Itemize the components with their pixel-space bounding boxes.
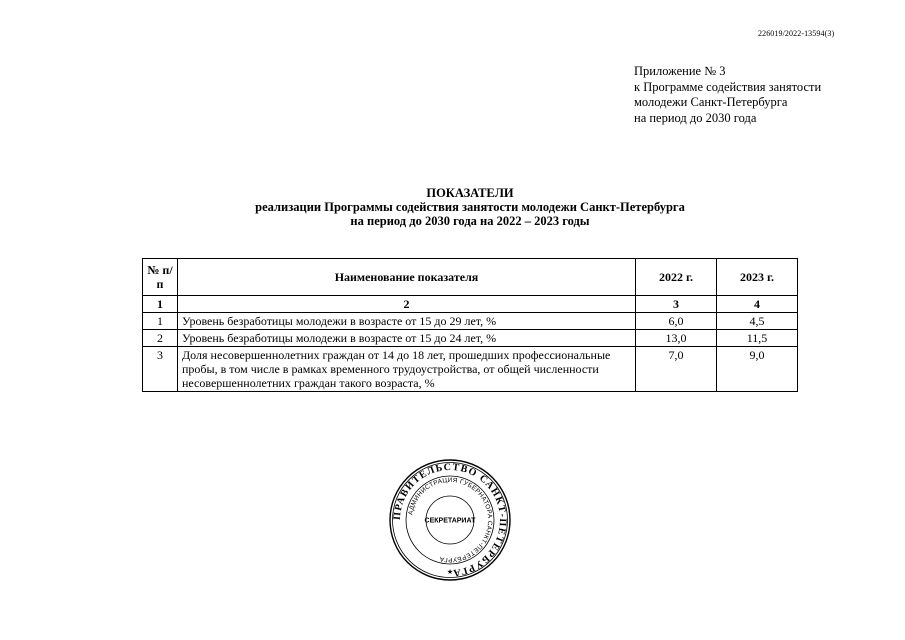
header-name: Наименование показателя (178, 259, 636, 296)
row-num: 2 (143, 330, 178, 347)
appendix-line: Приложение № 3 (634, 64, 726, 78)
stamp-inner-text: АДМИНИСТРАЦИЯ ГУБЕРНАТОРА САНКТ-ПЕТЕРБУРГА (407, 476, 494, 564)
row-name: Уровень безработицы молодежи в возрасте от 15 до 29 лет, % (178, 313, 636, 330)
column-index: 3 (636, 296, 717, 313)
stamp-center-text: СЕКРЕТАРИАТ (424, 517, 476, 525)
appendix-line: молодежи Санкт-Петербурга (634, 95, 788, 109)
document-title (200, 186, 740, 228)
header-2023: 2023 г. (717, 259, 798, 296)
row-value-2023: 4,5 (717, 313, 798, 330)
row-name: Уровень безработицы молодежи в возрасте от 15 до 24 лет, % (178, 330, 636, 347)
title-line: реализации Программы содействия занятости молодежи Санкт-Петербурга (255, 200, 685, 214)
row-value-2022: 6,0 (636, 313, 717, 330)
column-index: 1 (143, 296, 178, 313)
row-value-2022: 7,0 (636, 347, 717, 392)
row-name: Доля несовершеннолетних граждан от 14 до 18 лет, прошедших профессиональные пробы, в том числе в рамках временного трудоустройства, от общей численности несовершеннолетних граждан такого возраста, % (178, 347, 636, 392)
secretariat-stamp (388, 458, 512, 582)
column-index: 2 (178, 296, 636, 313)
row-num: 1 (143, 313, 178, 330)
column-index-row (143, 296, 798, 313)
appendix-line: к Программе содействия занятости (634, 79, 822, 94)
table-row (143, 313, 798, 330)
row-value-2023: 9,0 (717, 347, 798, 392)
column-index: 4 (717, 296, 798, 313)
stamp-outer-text: ПРАВИТЕЛЬСТВО САНКТ-ПЕТЕРБУРГА (391, 461, 509, 579)
title-line: на период до 2030 года на 2022 – 2023 годы (350, 214, 590, 228)
indicators-table (142, 258, 798, 392)
row-value-2023: 11,5 (717, 330, 798, 347)
document-id: 226019/2022-13594(3) (758, 29, 835, 38)
stamp-star-icon: ★ (446, 568, 454, 576)
title-line: ПОКАЗАТЕЛИ (426, 186, 514, 200)
row-num: 3 (143, 347, 178, 392)
table-row (143, 330, 798, 347)
header-num: № п/п (143, 259, 178, 296)
header-2022: 2022 г. (636, 259, 717, 296)
appendix-line: на период до 2030 года (634, 110, 757, 125)
table-header-row (143, 259, 798, 296)
appendix-note (634, 64, 821, 126)
row-value-2022: 13,0 (636, 330, 717, 347)
table-row (143, 347, 798, 392)
